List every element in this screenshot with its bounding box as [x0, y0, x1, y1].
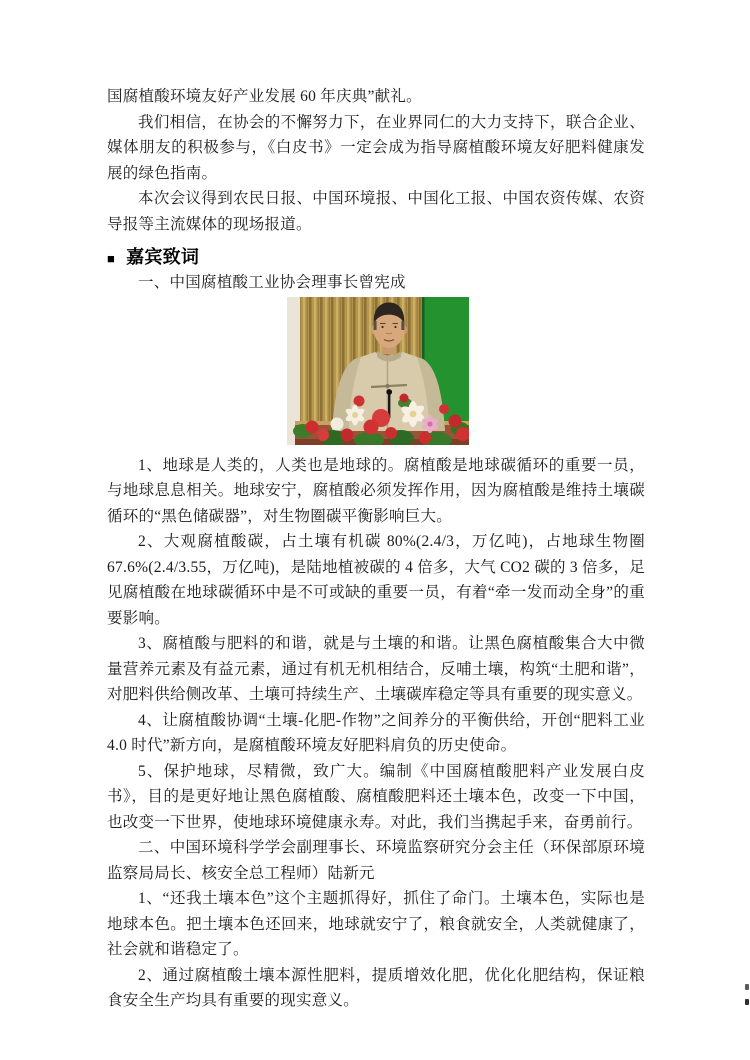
section-bullet-icon: ■ — [107, 250, 116, 266]
section-heading — [107, 244, 645, 270]
page-text-column — [107, 84, 645, 1014]
page-edge-artifact — [745, 984, 749, 990]
paragraph: 5、保护地球，尽精微，致广大。编制《中国腐植酸肥料产业发展白皮书》，目的是更好地让黑色腐植酸、腐植酸肥料还土壤本色，改变一下中国，也改变一下世界，使地球环境健康永寿。对此，我们当携起手来，奋勇前行。 — [107, 762, 645, 831]
paragraph: 我们相信，在协会的不懈努力下，在业界同仁的大力支持下，联合企业、媒体朋友的积极参与，《白皮书》一定会成为指导腐植酸环境友好肥料健康发展的绿色指南。 — [107, 113, 645, 182]
page-edge-artifact — [745, 999, 749, 1005]
paragraph: 3、腐植酸与肥料的和谐，就是与土壤的和谐。让黑色腐植酸集合大中微量营养元素及有益元素，通过有机无机相结合，反哺土壤，构筑“土肥和谐”，对肥料供给侧改革、土壤可持续生产、土壤碳库稳定等具有重要的现实意义。 — [107, 635, 645, 703]
paragraph: 本次会议得到农民日报、中国环境报、中国化工报、中国农资传媒、农资导报等主流媒体的现场报道。 — [107, 190, 645, 233]
paragraph: 2、大观腐植酸碳，占土壤有机碳 80%(2.4/3，万亿吨)，占地球生物圈 67.6%(2.4/3.55，万亿吨)，是陆地植被碳的 4 倍多，大气 CO2 碳的 3 倍多，足见腐植酸在地球碳循环中是不可或缺的重要一员，有着“牵一发而动全身”的重要影响。 — [107, 533, 645, 627]
paragraph: 2、通过腐植酸土壤本源性肥料，提质增效化肥，优化化肥结构，保证粮食安全生产均具有重要的现实意义。 — [107, 966, 645, 1009]
paragraph: 1、“还我土壤本色”这个主题抓得好，抓住了命门。土壤本色，实际也是地球本色。把土壤本色还回来，地球就安宁了，粮食就安全，人类就健康了，社会就和谐稳定了。 — [107, 890, 645, 958]
paragraph: 1、地球是人类的，人类也是地球的。腐植酸是地球碳循环的重要一员，与地球息息相关。地球安宁，腐植酸必须发挥作用，因为腐植酸是维持土壤碳循环的“黑色储碳器”，对生物圈碳平衡影响巨大。 — [107, 456, 645, 525]
paragraph: 国腐植酸环境友好产业发展 60 年庆典”献礼。 — [107, 88, 422, 105]
speaker-title-line: 二、中国环境科学学会副理事长、环境监察研究分会主任（环保部原环境监察局局长、核安全总工程师）陆新元 — [107, 839, 645, 882]
speaker-photo — [287, 297, 469, 445]
speaker-title-line: 一、中国腐植酸工业协会理事长曾宪成 — [138, 274, 406, 291]
paragraph: 4、让腐植酸协调“土壤-化肥-作物”之间养分的平衡供给，开创“肥料工业 4.0 时代”新方向，是腐植酸环境友好肥料肩负的历史使命。 — [107, 711, 645, 754]
speaker-photo-illustration — [287, 297, 469, 445]
section-heading-text: 嘉宾致词 — [126, 247, 200, 267]
